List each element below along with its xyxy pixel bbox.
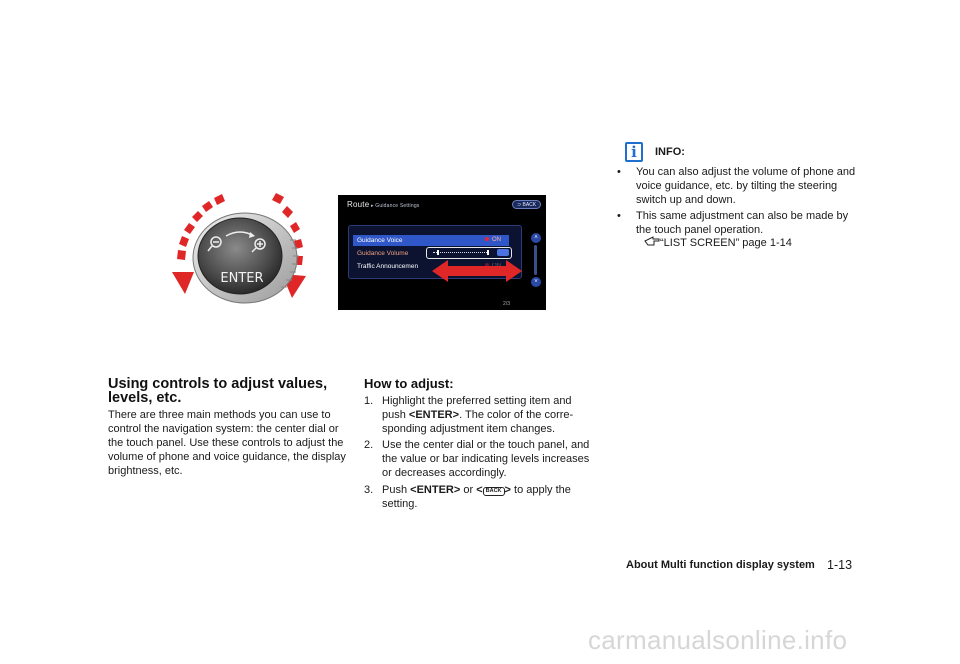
intro-line-5: brightness, etc. — [108, 465, 183, 477]
bullet-dot: • — [617, 166, 621, 178]
screen-row-guidance-volume: Guidance Volume — [357, 250, 409, 257]
dial-enter-label: ENTER — [220, 271, 264, 286]
intro-line-3: the touch panel. Use these controls to adjust the — [108, 437, 344, 449]
intro-line-1: There are three main methods you can use to — [108, 409, 331, 421]
section-title-line2: levels, etc. — [108, 390, 182, 406]
footer-section-title: About Multi function display system — [626, 559, 815, 571]
info-heading: INFO: — [655, 146, 685, 158]
screen-title: Route ▸ Guidance Settings — [347, 200, 420, 209]
how-to-adjust-title: How to adjust: — [364, 376, 454, 391]
intro-line-4: volume of phone and voice guidance, the display — [108, 451, 346, 463]
enter-key-label: <ENTER> — [408, 409, 460, 421]
scroll-up-icon: ˄ — [531, 233, 541, 243]
bullet-dot: • — [617, 210, 621, 222]
center-dial-illustration — [150, 190, 320, 310]
back-icon: ⊃ — [516, 202, 522, 208]
scroll-bar — [534, 245, 537, 275]
navigation-screen-illustration — [338, 195, 546, 310]
scroll-down-icon: ˅ — [531, 277, 541, 287]
list-screen-reference[interactable]: “LIST SCREEN” page 1-14 — [644, 236, 792, 250]
info-icon: i — [625, 142, 643, 162]
screen-page-indicator: 2/3 — [503, 301, 510, 307]
pointing-hand-icon — [644, 236, 660, 250]
back-button-icon: BACK — [483, 487, 505, 496]
watermark: carmanualsonline.info — [588, 625, 848, 655]
screen-row-traffic: Traffic Announcemen — [353, 261, 509, 272]
screen-back-button: ⊃ BACK — [512, 200, 541, 209]
section-title-line1: Using controls to adjust values, — [108, 376, 328, 392]
screen-row-guidance-voice: Guidance Voice ON — [353, 235, 509, 246]
double-arrow-icon — [430, 258, 524, 284]
page-number: 1-13 — [827, 558, 853, 572]
enter-key-label: <ENTER> — [410, 484, 461, 496]
intro-line-2: control the navigation system: the center dial or — [108, 423, 339, 435]
